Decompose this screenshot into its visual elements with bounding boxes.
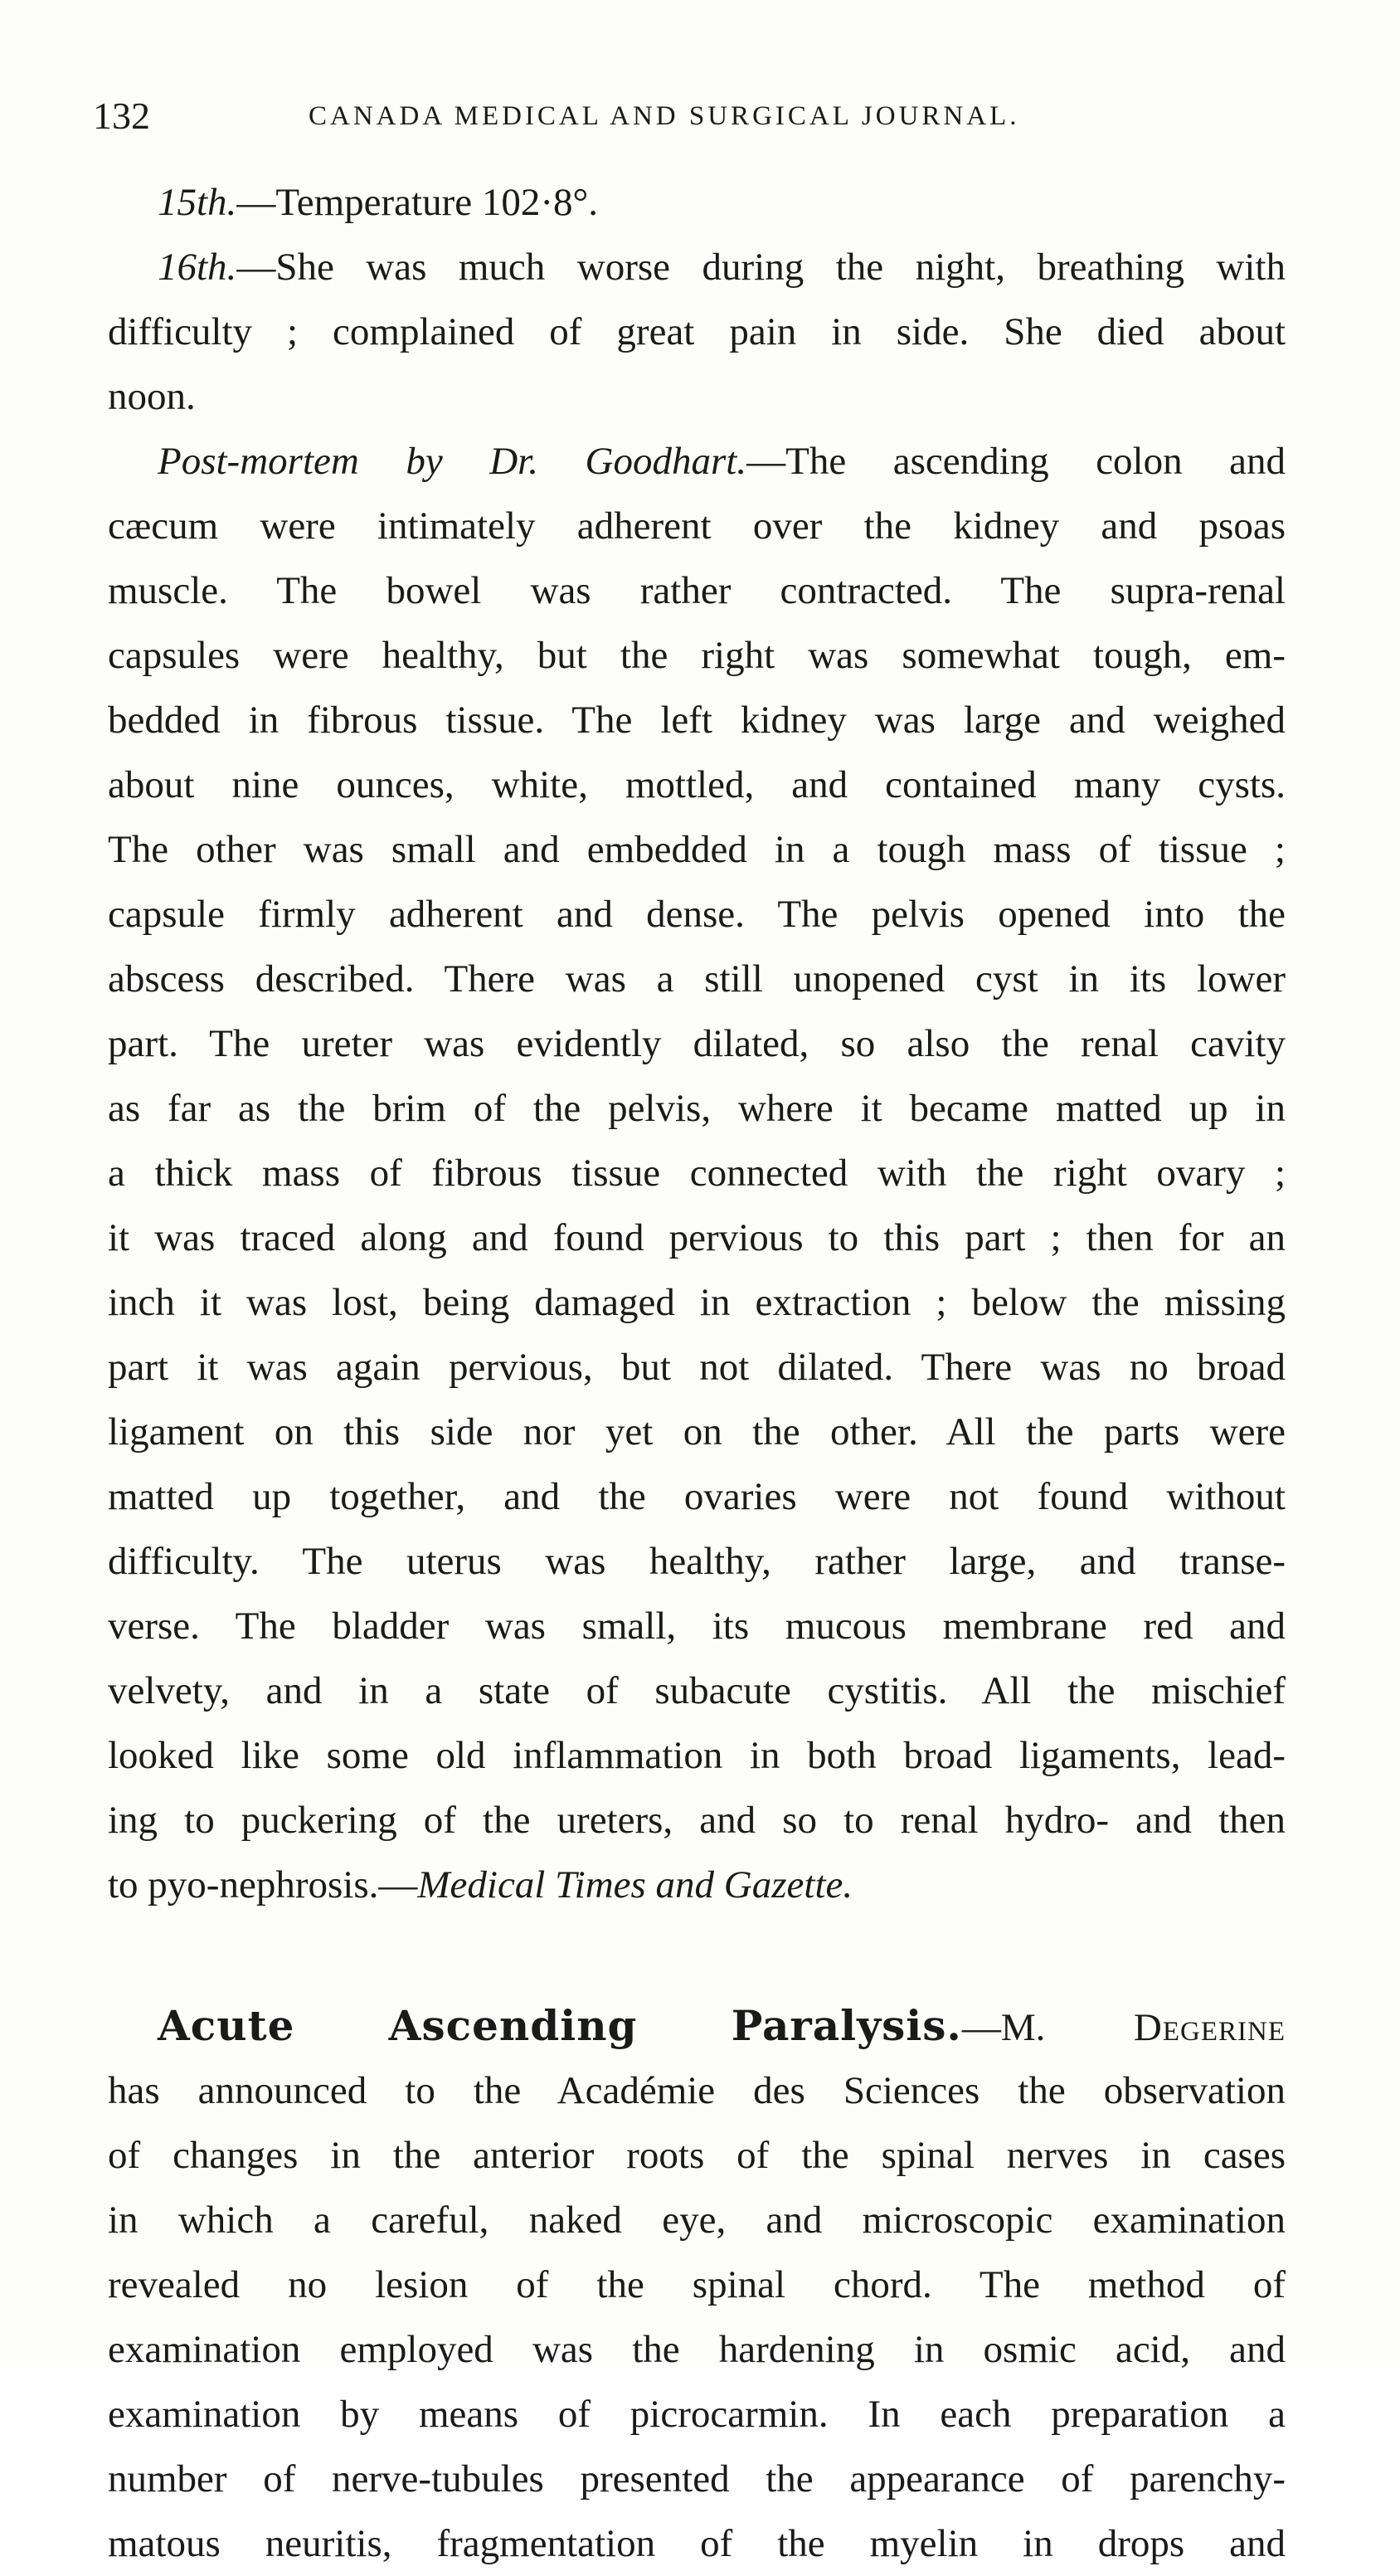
page-header	[93, 91, 1287, 141]
entry-text: —Temperature 102·8°.	[236, 181, 599, 224]
text-line: part. The ureter was evidently dilated, so also the renal cavity	[108, 1022, 1286, 1065]
text-line: capsule firmly adherent and dense. The pelvis opened into the	[108, 893, 1286, 936]
text-line: matous neuritis, fragmentation of the myelin in drops and	[108, 2522, 1286, 2565]
text-line: —The ascending colon and	[746, 440, 1286, 483]
text-line: The other was small and embedded in a tough mass of tissue ;	[108, 828, 1286, 871]
entry-text: —She was much worse during the night, breathing with	[236, 246, 1286, 289]
post-mortem-heading: Post-mortem by Dr. Goodhart.	[158, 440, 747, 483]
text-line: part it was again pervious, but not dilated. There was no broad	[108, 1346, 1286, 1389]
author-name: Degerine	[1133, 2006, 1286, 2049]
text-line: noon.	[108, 375, 196, 418]
text-line: capsules were healthy, but the right was somewhat tough, em-	[108, 634, 1286, 677]
text-line: matted up together, and the ovaries were not found without	[108, 1475, 1286, 1518]
case-entry-16	[108, 235, 1286, 299]
text-line: cæcum were intimately adherent over the kidney and psoas	[108, 504, 1286, 548]
text-line: it was traced along and found pervious to this part ; then for an	[108, 1216, 1286, 1259]
text-line: velvety, and in a state of subacute cystitis. All the mischief	[108, 1669, 1286, 1712]
text-line: difficulty. The uterus was healthy, rather large, and transe-	[108, 1540, 1286, 1583]
text-line: to pyo-nephrosis.—	[108, 1863, 418, 1906]
post-mortem-first-line	[108, 429, 1286, 494]
text-line: looked like some old inflammation in both broad ligaments, lead-	[108, 1734, 1286, 1777]
text-line: inch it was lost, being damaged in extraction ; below the missing	[108, 1281, 1286, 1324]
text-line: examination employed was the hardening in osmic acid, and	[108, 2328, 1286, 2371]
source-citation: Medical Times and Gazette.	[417, 1863, 853, 1906]
text-line: a thick mass of fibrous tissue connected with the right ovary ;	[108, 1152, 1286, 1195]
text-line: has announced to the Académie des Sciences the observation	[108, 2069, 1286, 2112]
text-line: verse. The bladder was small, its mucous membrane red and	[108, 1605, 1286, 1648]
entry-date: 16th.	[158, 246, 237, 289]
page-body	[108, 170, 1286, 2576]
text-line: about nine ounces, white, mottled, and contained many cysts.	[108, 763, 1286, 806]
post-mortem-last-line	[108, 1853, 1286, 1917]
text-line: difficulty ; complained of great pain in side. She died about	[108, 310, 1286, 353]
text-line: abscess described. There was a still unopened cyst in its lower	[108, 957, 1286, 1001]
article-title: Acute Ascending Paralysis.	[158, 2001, 962, 2050]
entry-date: 15th.	[158, 181, 237, 224]
text-line: examination by means of picrocarmin. In each preparation a	[108, 2393, 1286, 2436]
text-line: ing to puckering of the ureters, and so to renal hydro- and then	[108, 1799, 1286, 1842]
text-line: as far as the brim of the pelvis, where it became matted up in	[108, 1087, 1286, 1130]
text-line: ligament on this side nor yet on the other. All the parts were	[108, 1410, 1286, 1454]
running-title: CANADA MEDICAL AND SURGICAL JOURNAL.	[309, 101, 1020, 131]
text-line: muscle. The bowel was rather contracted. The supra-renal	[108, 569, 1286, 612]
section-gap	[108, 1917, 1286, 1994]
text-line: in which a careful, naked eye, and microscopic examination	[108, 2199, 1286, 2242]
text-line: number of nerve-tubules presented the appearance of parenchy-	[108, 2457, 1286, 2501]
case-entry-15	[108, 170, 1286, 235]
text-line: of changes in the anterior roots of the spinal nerves in cases	[108, 2134, 1286, 2177]
author-prefix: —M.	[961, 2006, 1134, 2049]
text-line: revealed no lesion of the spinal chord. The method of	[108, 2263, 1286, 2306]
page-number: 132	[93, 95, 150, 137]
article-heading-line	[108, 1994, 1286, 2058]
text-line: bedded in fibrous tissue. The left kidney was large and weighed	[108, 699, 1286, 742]
